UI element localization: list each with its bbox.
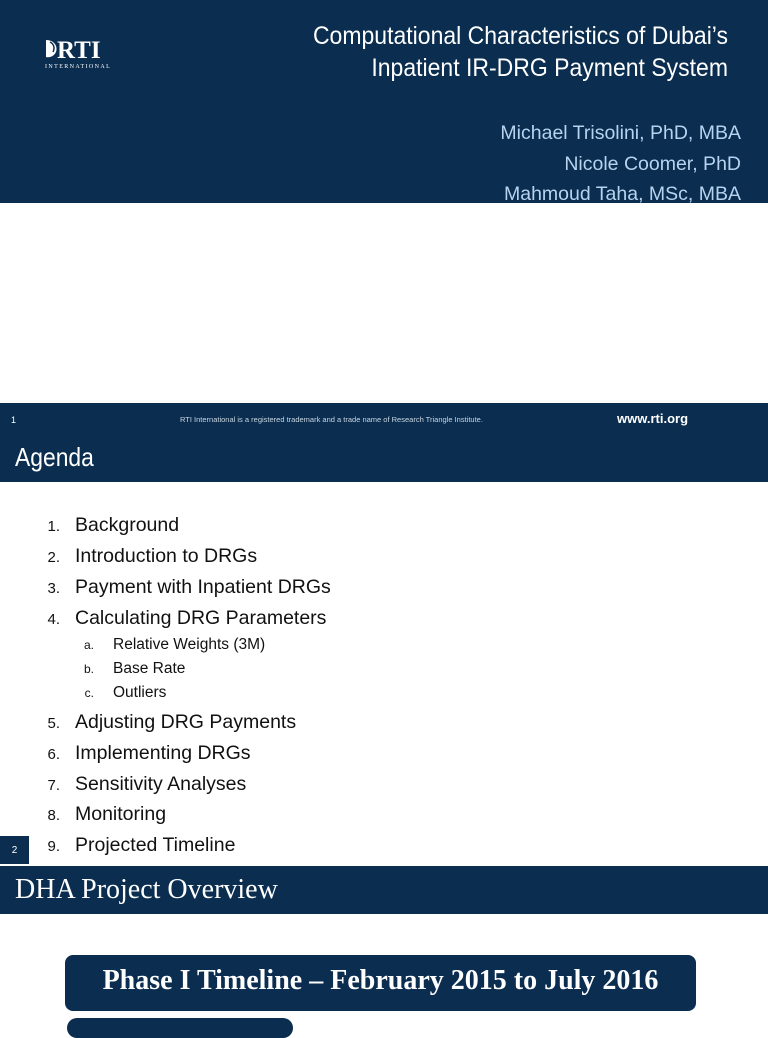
slide-number-box bbox=[0, 836, 29, 864]
slide-number: 2 bbox=[11, 845, 18, 856]
trademark-notice: RTI International is a registered trademark and a trade name of Research Triangle Institute. bbox=[180, 415, 483, 424]
item-label: Outliers bbox=[113, 684, 167, 701]
item-label: Background bbox=[75, 514, 180, 536]
item-number: c. bbox=[84, 686, 94, 700]
title-slide-header bbox=[0, 0, 768, 203]
slide-number: 1 bbox=[11, 415, 17, 425]
author-name: Mahmoud Taha, MSc, MBA bbox=[504, 183, 741, 205]
item-label: Monitoring bbox=[75, 803, 167, 825]
item-label: Sensitivity Analyses bbox=[75, 773, 247, 795]
item-number: 9. bbox=[47, 838, 60, 855]
author-list bbox=[500, 118, 741, 210]
phase-title: Phase I Timeline – February 2015 to July 2016 bbox=[102, 965, 659, 996]
overview-slide-header bbox=[0, 866, 768, 914]
logo-text: RTI bbox=[57, 37, 101, 64]
item-number: 3. bbox=[47, 580, 60, 597]
slide-title: Agenda bbox=[15, 442, 94, 472]
item-label: Introduction to DRGs bbox=[75, 545, 258, 567]
item-number: 7. bbox=[47, 777, 60, 794]
item-number: 1. bbox=[47, 518, 60, 535]
item-label: Calculating DRG Parameters bbox=[75, 607, 327, 629]
item-label: Implementing DRGs bbox=[75, 742, 251, 764]
title-slide-footer bbox=[0, 403, 768, 435]
slide-title: DHA Project Overview bbox=[15, 874, 278, 905]
item-number: 6. bbox=[47, 746, 60, 763]
presentation-title bbox=[176, 20, 728, 84]
item-number: 4. bbox=[47, 611, 60, 628]
title-line: Computational Characteristics of Dubai’s bbox=[312, 22, 728, 50]
title-line: Inpatient IR-DRG Payment System bbox=[371, 54, 728, 82]
author-name: Michael Trisolini, PhD, MBA bbox=[500, 122, 741, 144]
logo-subtext: INTERNATIONAL bbox=[45, 64, 112, 70]
item-number: a. bbox=[83, 638, 94, 652]
item-label: Adjusting DRG Payments bbox=[75, 711, 297, 733]
author-name: Nicole Coomer, PhD bbox=[564, 152, 741, 175]
phase-timeline-banner bbox=[65, 955, 696, 1011]
item-number: 8. bbox=[47, 807, 60, 824]
agenda-slide-header bbox=[0, 435, 768, 482]
rti-logo bbox=[44, 36, 124, 72]
item-label: Payment with Inpatient DRGs bbox=[75, 576, 331, 598]
item-number: 2. bbox=[47, 549, 60, 566]
website-link[interactable]: www.rti.org bbox=[617, 411, 689, 426]
item-label: Projected Timeline bbox=[75, 834, 236, 856]
item-label: Base Rate bbox=[113, 660, 186, 677]
item-number: b. bbox=[83, 662, 94, 676]
item-label: Relative Weights (3M) bbox=[113, 636, 266, 653]
item-number: 5. bbox=[47, 715, 60, 732]
phase-subsection-box bbox=[67, 1018, 293, 1038]
